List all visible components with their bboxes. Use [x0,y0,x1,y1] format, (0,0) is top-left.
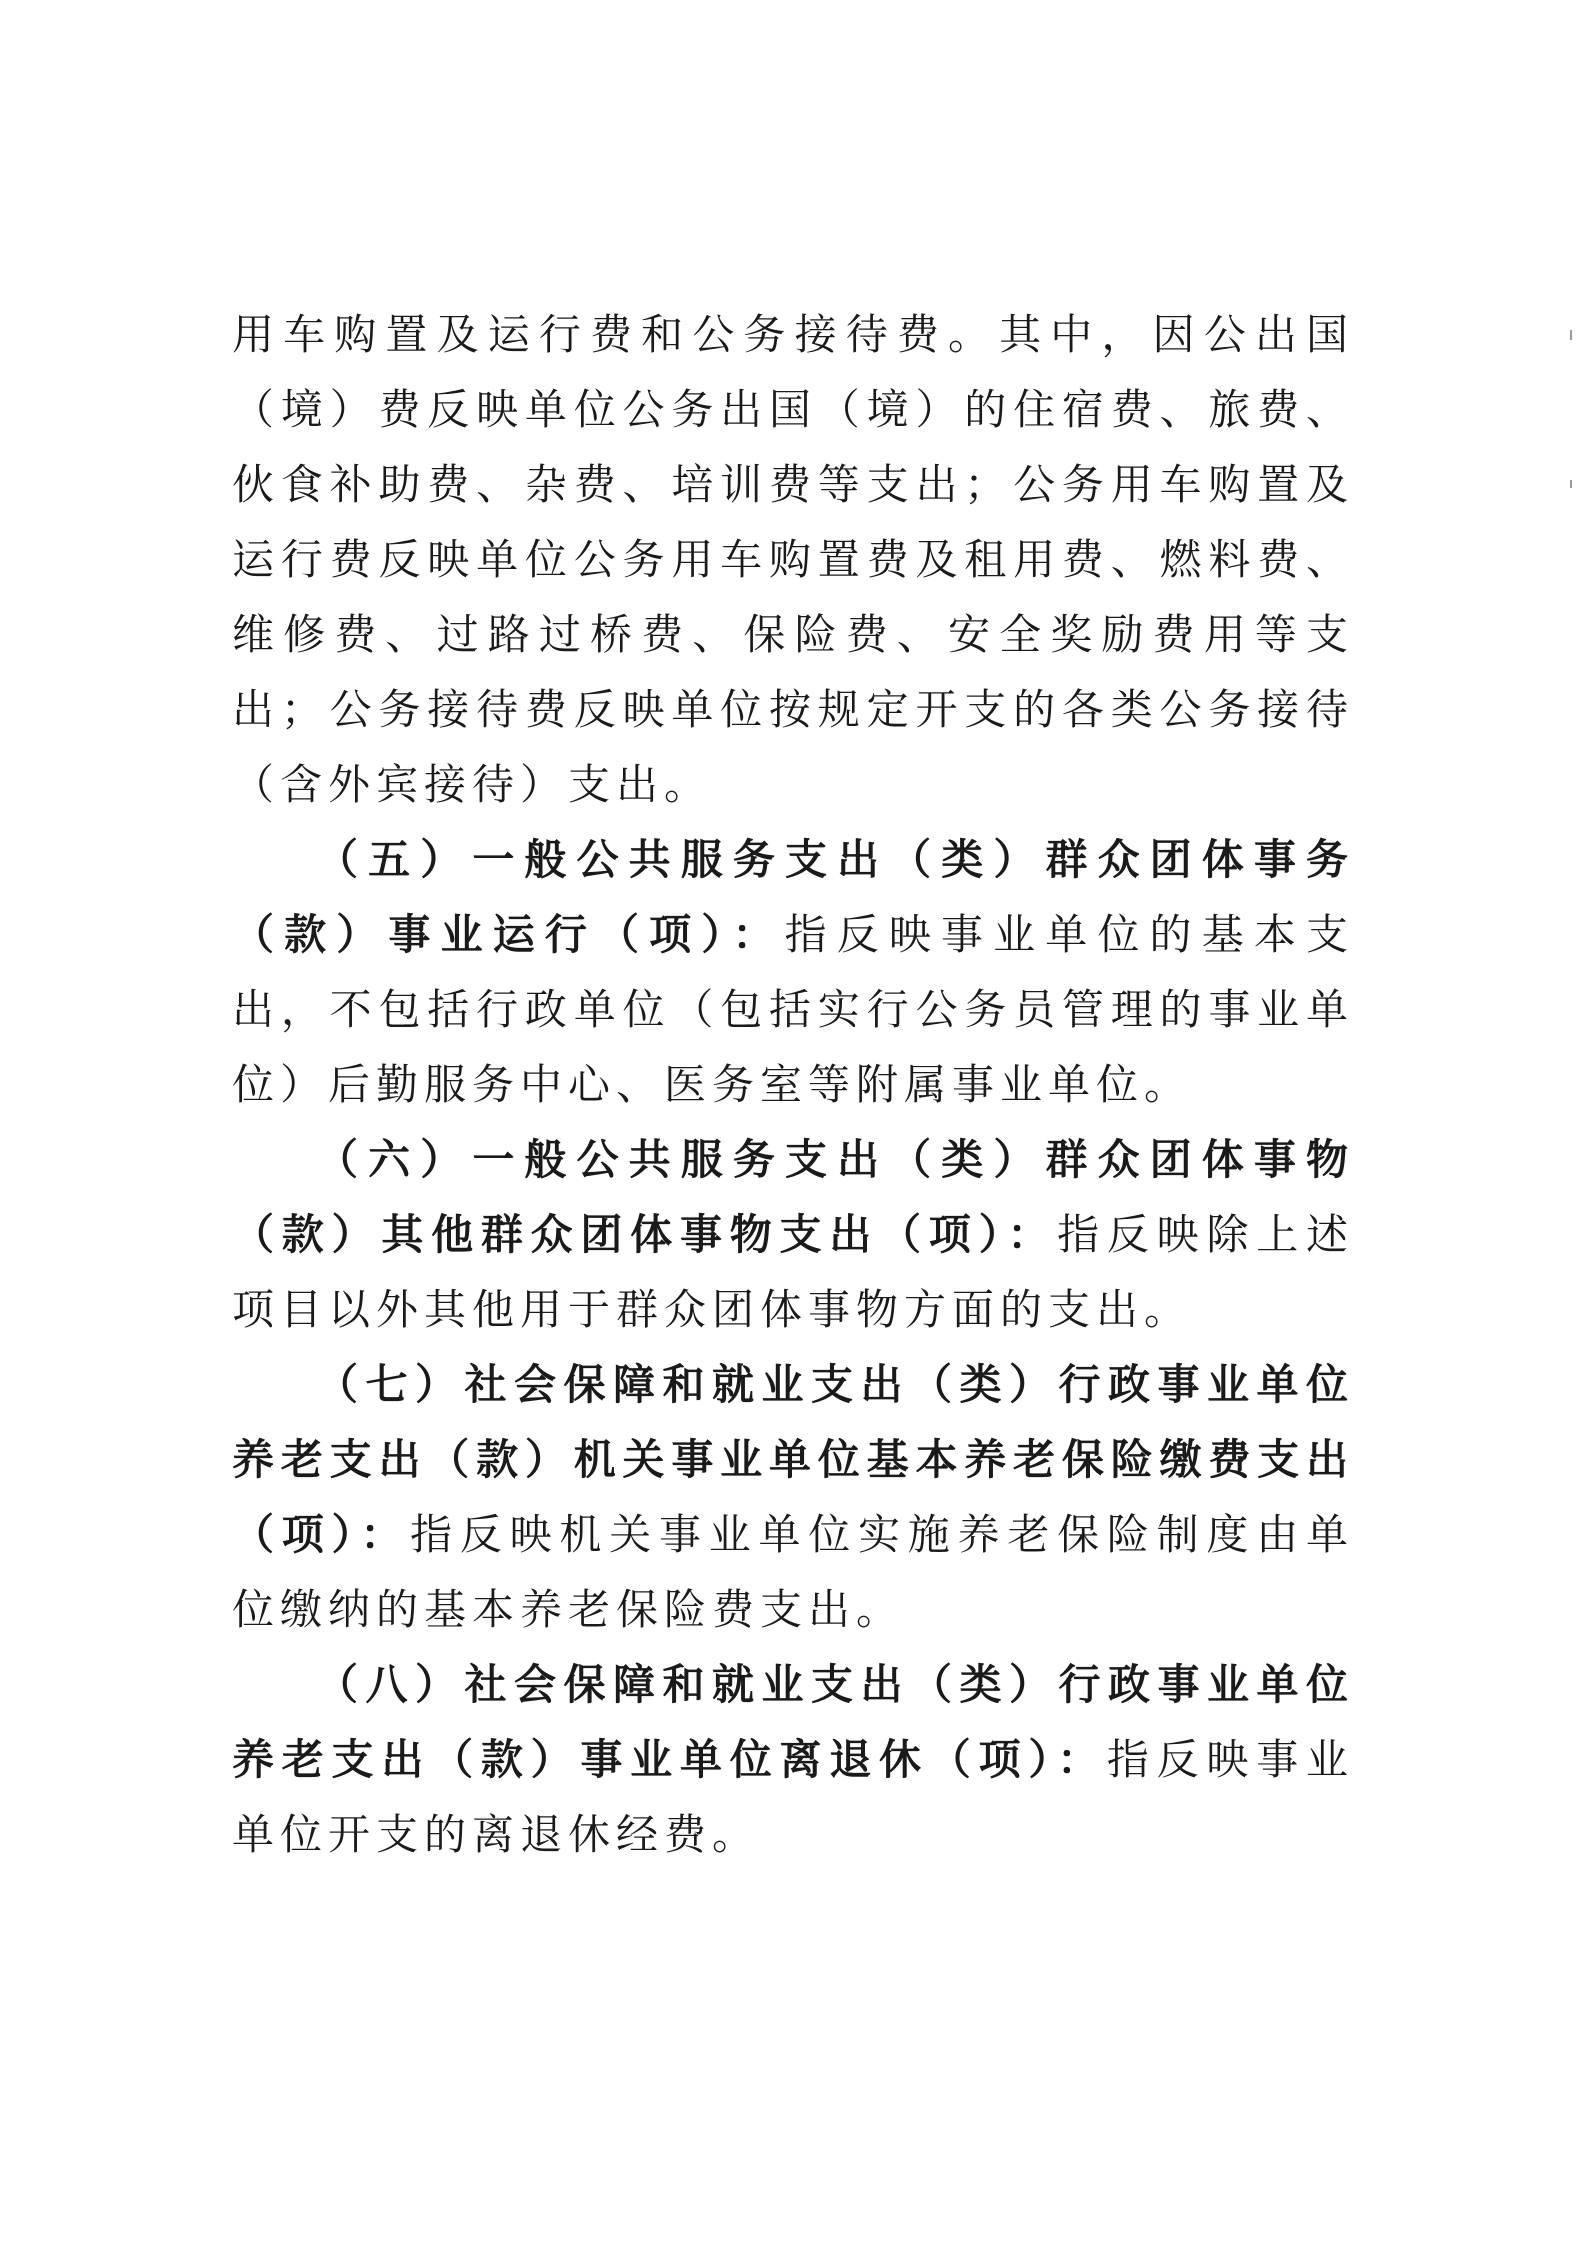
scan-edge-mark [1570,330,1572,340]
paragraph-text: 用车购置及运行费和公务接待费。其中，因公出国（境）费反映单位公务出国（境）的住宿费、旅费、伙食补助费、杂费、培训费等支出；公务用车购置及运行费反映单位公务用车购置费及租用费、燃料费、维修费、过路过桥费、保险费、安全奖励费用等支出；公务接待费反映单位按规定开支的各类公务接待（含外宾接待）支出。 [232,310,1354,809]
item-heading: （七）社会保障和就业支出（类）行政事业单位养老支出（款）机关事业单位基本养老保险缴费支出（项）： [232,1360,1354,1559]
document-body [232,297,1354,1872]
item-text: 指反映事业单位开支的离退休经费。 [232,1735,1354,1859]
paragraph-item-8 [232,1647,1354,1872]
paragraph-item-7 [232,1347,1354,1647]
item-text: 指反映机关事业单位实施养老保险制度由单位缴纳的基本养老保险费支出。 [232,1510,1354,1634]
paragraph-item-5 [232,822,1354,1122]
item-heading: （六）一般公共服务支出（类）群众团体事物（款）其他群众团体事物支出（项）： [232,1135,1354,1259]
item-text: 指反映事业单位的基本支出，不包括行政单位（包括实行公务员管理的事业单位）后勤服务中心、医务室等附属事业单位。 [232,910,1354,1109]
item-text: 指反映除上述项目以外其他用于群众团体事物方面的支出。 [232,1210,1354,1334]
item-heading: （五）一般公共服务支出（类）群众团体事务（款）事业运行（项）： [232,835,1354,959]
item-heading: （八）社会保障和就业支出（类）行政事业单位养老支出（款）事业单位离退休（项）： [232,1660,1354,1784]
scan-edge-mark [1570,480,1572,488]
paragraph-continued [232,297,1354,822]
paragraph-item-6 [232,1122,1354,1347]
